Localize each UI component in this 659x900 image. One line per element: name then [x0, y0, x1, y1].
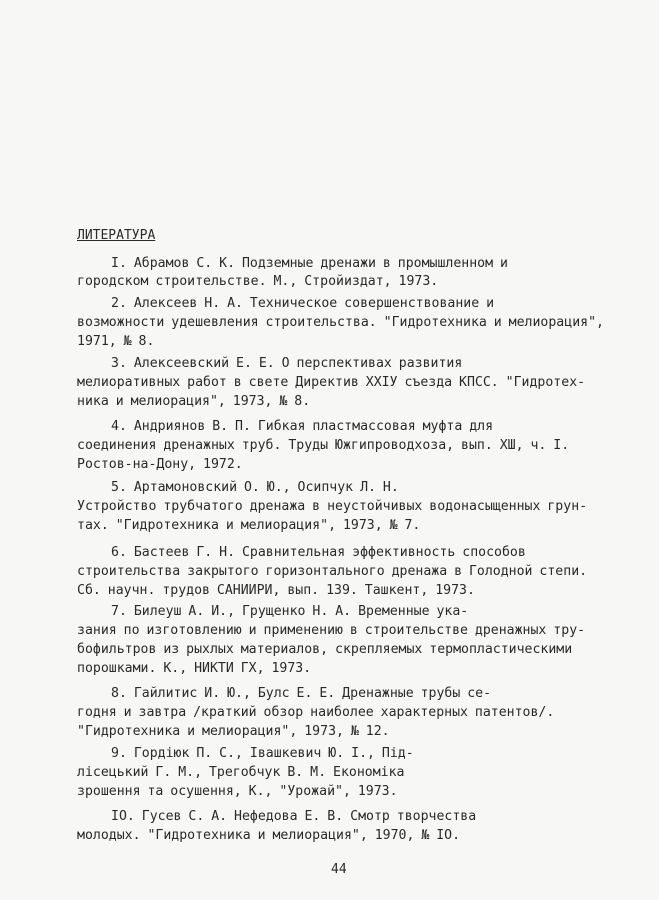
page-number: 44: [331, 862, 347, 877]
ref-1-line-2: городском строительстве. М., Стройиздат, 1973.: [77, 274, 439, 289]
ref-3-line-2: мелиоративных работ в свете Директив XXIУ съезда КПСС. "Гидротех-: [77, 375, 586, 390]
ref-7-line-4: порошками. К., НИКТИ ГХ, 1973.: [77, 661, 312, 676]
ref-8-line-3: "Гидротехника и мелиорация", 1973, № 12.: [77, 724, 390, 739]
ref-6-line-2: строительства закрытого горизонтального дренажа в Голодной степи.: [77, 564, 588, 579]
ref-3-line-3: ника и мелиорация", 1973, № 8.: [77, 394, 311, 409]
ref-7-line-2: зания по изготовлению и применению в строительстве дренажных тру-: [77, 623, 586, 638]
ref-6-line-3: Сб. научн. трудов САНИИРИ, вып. 139. Ташкент, 1973.: [77, 583, 475, 598]
ref-9-line-1: 9. Гордiюк П. С., Iвашкевич Ю. I., Пiд-: [111, 746, 414, 761]
ref-4-line-3: Ростов-на-Дону, 1972.: [77, 457, 243, 472]
ref-8-line-1: 8. Гайлитис И. Ю., Булс Е. Е. Дренажные трубы се-: [111, 686, 492, 701]
ref-2-line-2: возможности удешевления строительства. "Гидротехника и мелиорация",: [77, 315, 604, 330]
ref-4-line-1: 4. Андриянов В. П. Гибкая пластмассовая муфта для: [111, 419, 494, 434]
ref-1-line-1: I. Абрамов С. К. Подземные дренажи в промышленном и: [111, 256, 508, 271]
ref-7-line-3: бофильтров из рыхлых материалов, скрепляемых термопластическими: [77, 642, 573, 657]
ref-6-line-1: 6. Бастеев Г. Н. Сравнительная эффективность способов: [111, 545, 526, 560]
ref-7-line-1: 7. Билеуш А. И., Грущенко Н. А. Временные ука-: [111, 604, 469, 619]
ref-10-line-2: молодых. "Гидротехника и мелиорация", 1970, № IO.: [77, 828, 461, 843]
ref-4-line-2: соединения дренажных труб. Труды Южгипроводхоза, вып. ХШ, ч. I.: [77, 438, 570, 453]
ref-5-line-3: тах. "Гидротехника и мелиорация", 1973, № 7.: [77, 518, 421, 533]
ref-5-line-1: 5. Артамоновский О. Ю., Осипчук Л. Н.: [111, 480, 399, 495]
ref-3-line-1: 3. Алексеевский Е. Е. О перспективах развития: [111, 356, 463, 371]
ref-2-line-3: 1971, № 8.: [77, 334, 155, 349]
ref-9-line-3: зрошення та осушення, К., "Урожай", 1973.: [77, 784, 398, 799]
ref-8-line-2: годня и завтра /краткий обзор наиболее характерных патентов/.: [77, 705, 555, 720]
ref-10-line-1: IO. Гусев С. А. Нефедова Е. В. Смотр творчества: [111, 809, 477, 824]
ref-9-line-2: лiсецький Г. М., Трегобчук В. М. Економiка: [77, 765, 405, 780]
ref-2-line-1: 2. Алексеев Н. А. Техническое совершенствование и: [111, 296, 495, 311]
ref-5-line-2: Устройство трубчатого дренажа в неустойчивых водонасыщенных грун-: [77, 499, 588, 514]
section-heading: ЛИТЕРАТУРА: [77, 228, 156, 243]
